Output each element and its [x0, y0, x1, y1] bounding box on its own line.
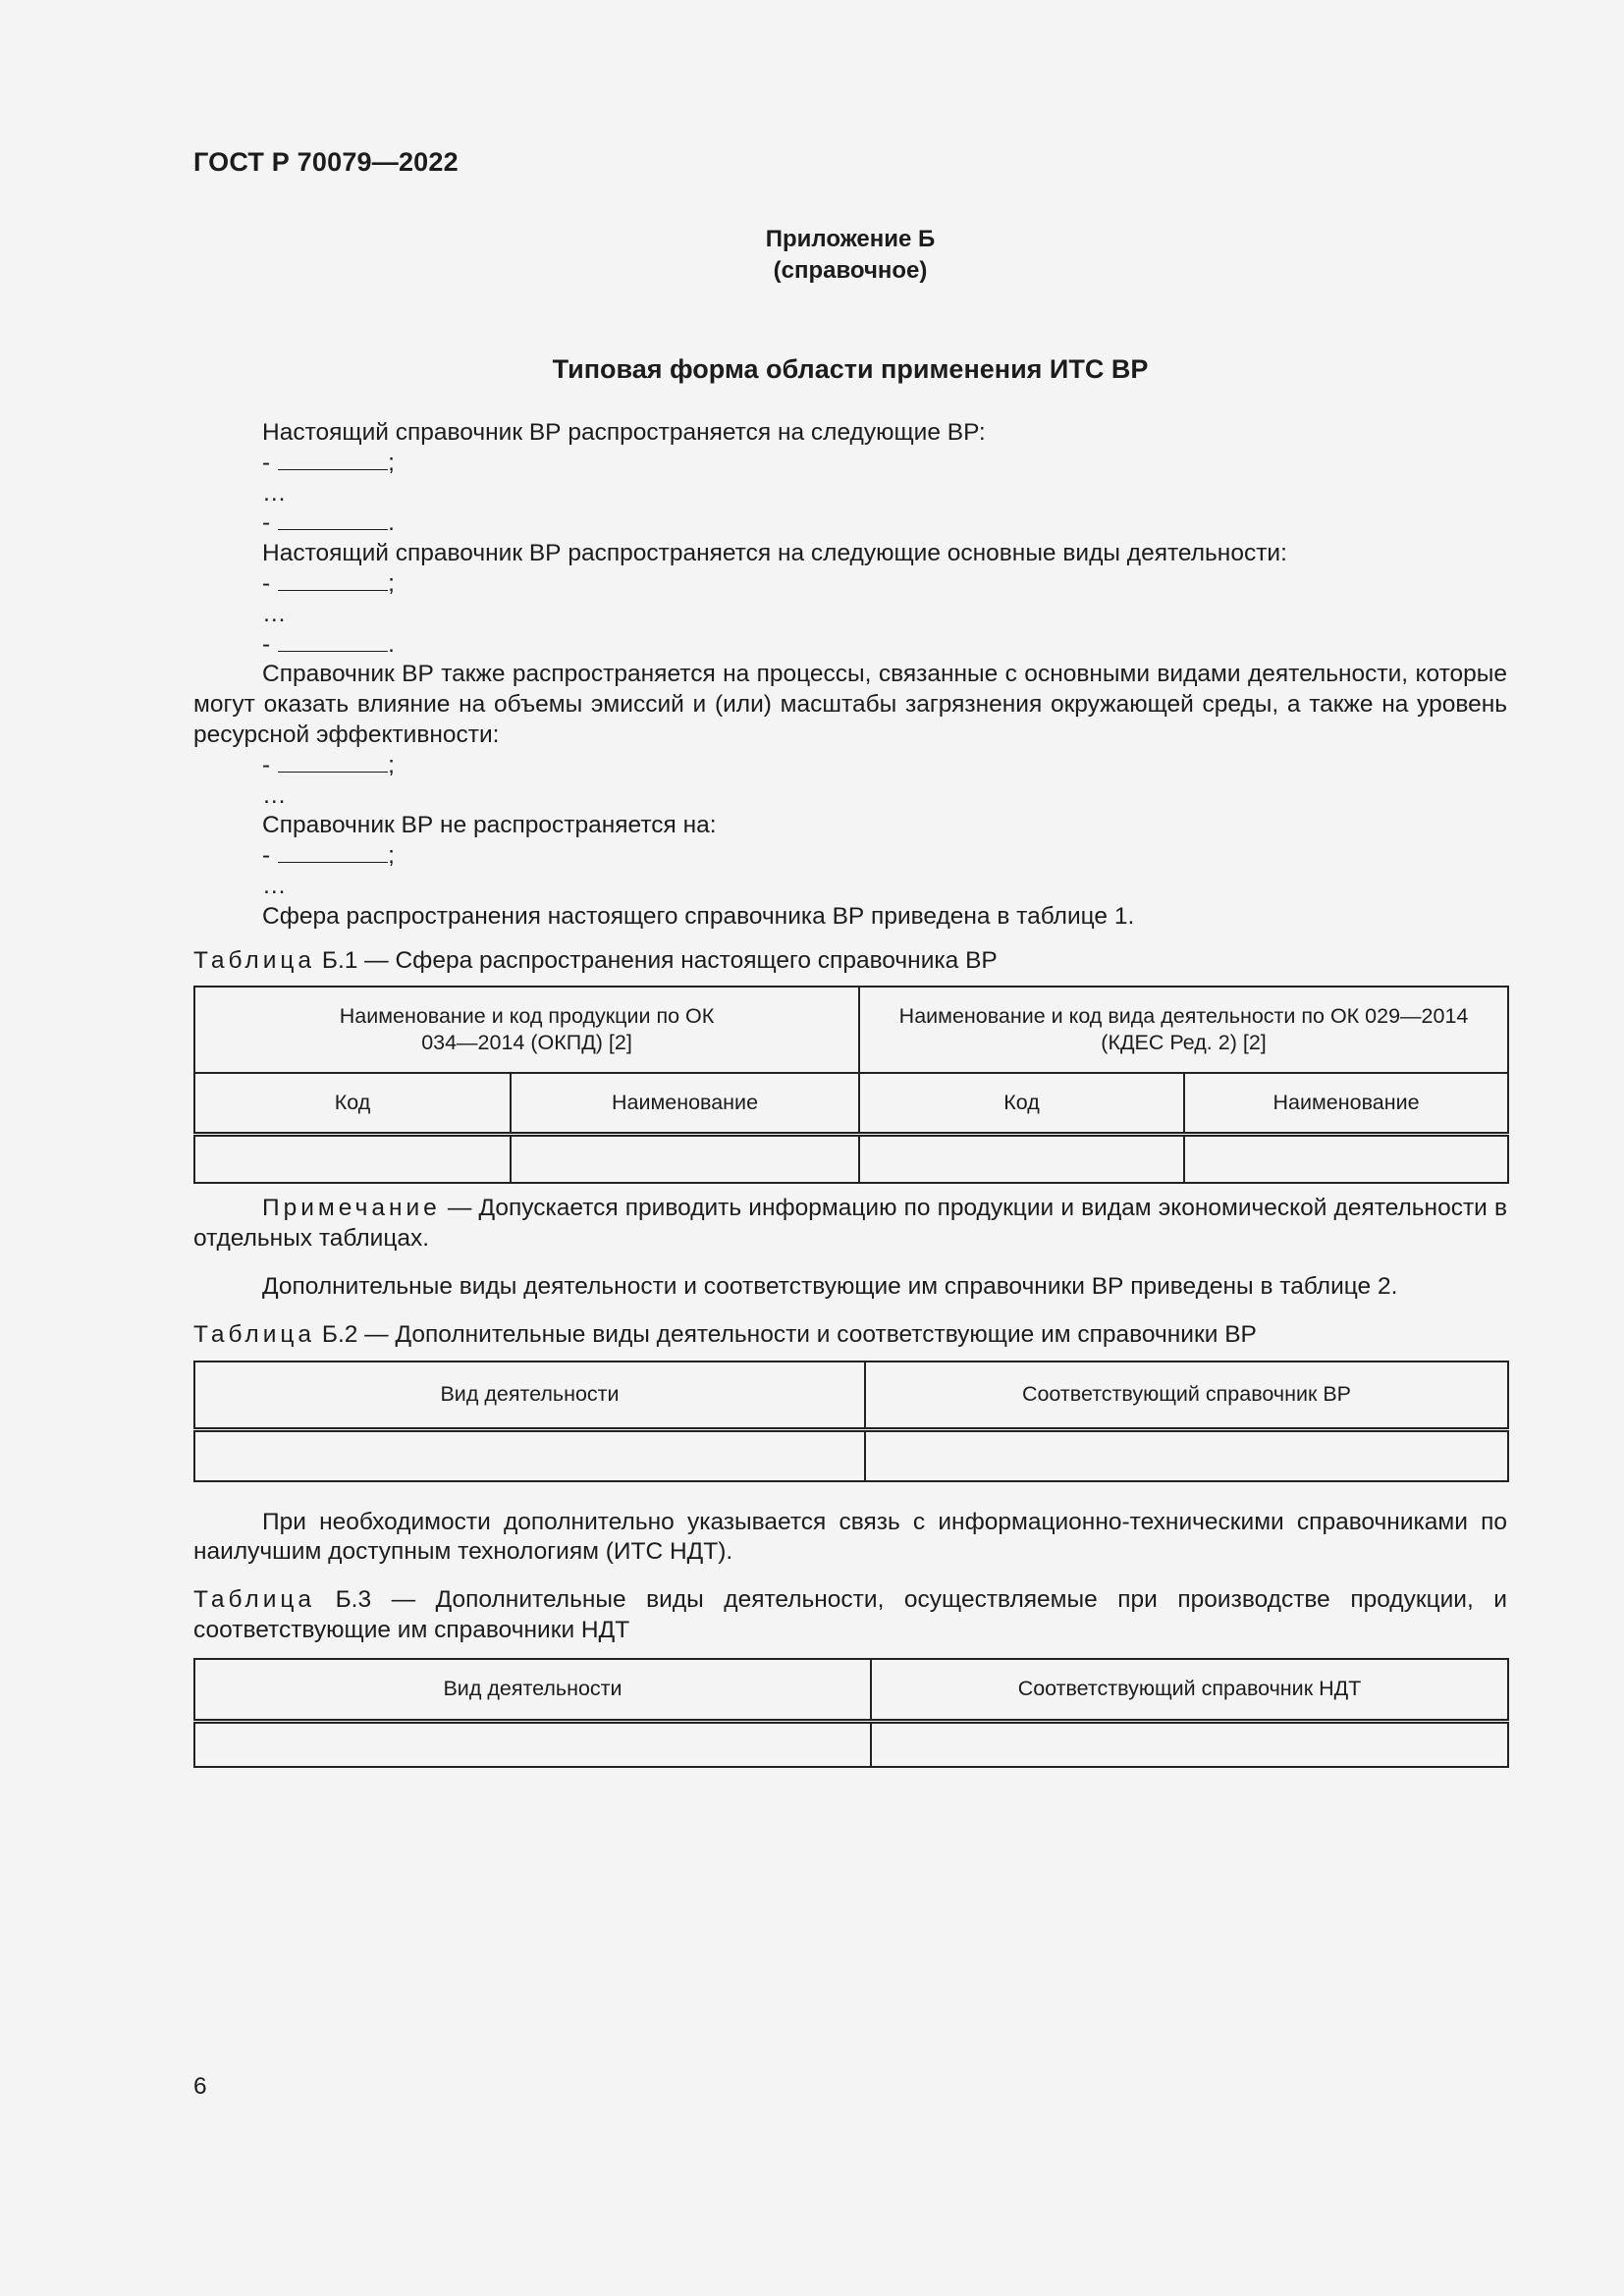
- blank-line: [278, 509, 388, 530]
- paragraph-exclusions: Справочник ВР не распространяется на:: [262, 812, 717, 839]
- table1-subheader-code: Код: [194, 1073, 511, 1134]
- list-ellipsis: …: [262, 781, 287, 809]
- table2-caption: Таблица Б.2 — Дополнительные виды деятельности и соответствующие им справочники ВР: [193, 1320, 1257, 1348]
- table-cell: [871, 1722, 1508, 1767]
- paragraph-table1-ref: Сфера распространения настоящего справочника ВР приведена в таблице 1.: [262, 902, 1135, 930]
- paragraph-scope-activities: Настоящий справочник ВР распространяется на следующие основные виды деятельности:: [262, 540, 1287, 567]
- table1-header-products: Наименование и код продукции по ОК 034—2014 (ОКПД) [2]: [194, 987, 859, 1073]
- table2-header-reference: Соответствующий справочник ВР: [865, 1362, 1508, 1430]
- list-item-blank: - .: [262, 630, 395, 658]
- paragraph-related-processes: Справочник ВР также распространяется на процессы, связанные с основными видами деятельности, которые могут оказать влияние на объемы эмиссий и (или) масштабы загрязнения окружающей среды, а также на уровень ресурсной эффективности:: [193, 661, 1507, 748]
- document-body: [193, 418, 1507, 1768]
- blank-line: [278, 570, 388, 591]
- table1-note: Примечание — Допускается приводить информацию по продукции и видам экономической деятельности в отдельных таблицах.: [193, 1195, 1507, 1253]
- page-number: 6: [193, 2073, 207, 2100]
- table2-header-activity: Вид деятельности: [194, 1362, 865, 1430]
- appendix-title: Приложение Б: [765, 226, 936, 252]
- table3-caption: Таблица Б.3 — Дополнительные виды деятельности, осуществляемые при производстве продукции, и соответствующие им справочники НДТ: [193, 1586, 1507, 1643]
- list-ellipsis: …: [262, 479, 287, 507]
- table-b3: [193, 1658, 1509, 1768]
- table-cell: [194, 1134, 511, 1183]
- table1-subheader-code: Код: [859, 1073, 1184, 1134]
- list-item-blank: - .: [262, 509, 395, 537]
- paragraph-table2-ref: Дополнительные виды деятельности и соответствующие им справочники ВР приведены в таблице 2.: [262, 1272, 1398, 1300]
- document-code: ГОСТ Р 70079—2022: [193, 147, 459, 177]
- list-item-blank: - ;: [262, 842, 395, 870]
- paragraph-scope-br: Настоящий справочник ВР распространяется на следующие ВР:: [262, 419, 986, 446]
- table-cell: [865, 1430, 1508, 1481]
- table1-header-activities: Наименование и код вида деятельности по ОК 029—2014 (КДЕС Ред. 2) [2]: [859, 987, 1508, 1073]
- table-cell: [194, 1430, 865, 1481]
- list-item-blank: - ;: [262, 751, 395, 778]
- paragraph-its-ndt: При необходимости дополнительно указывается связь с информационно-техническими справочниками по наилучшим доступным технологиям (ИТС НДТ).: [193, 1508, 1507, 1566]
- blank-line: [278, 631, 388, 652]
- table-b1: [193, 986, 1509, 1184]
- table1-caption: Таблица Б.1 — Сфера распространения настоящего справочника ВР: [193, 946, 998, 974]
- list-item-blank: - ;: [262, 449, 395, 476]
- table-b2: [193, 1361, 1509, 1482]
- table1-subheader-name: Наименование: [1184, 1073, 1508, 1134]
- section-title: Типовая форма области применения ИТС ВР: [552, 354, 1149, 384]
- table-cell: [194, 1722, 871, 1767]
- blank-line: [278, 842, 388, 863]
- list-item-blank: - ;: [262, 569, 395, 597]
- list-ellipsis: …: [262, 600, 287, 627]
- appendix-subtitle: (справочное): [773, 257, 928, 284]
- blank-line: [278, 752, 388, 773]
- table3-header-activity: Вид деятельности: [194, 1659, 871, 1722]
- table-cell: [1184, 1134, 1508, 1183]
- table-cell: [859, 1134, 1184, 1183]
- list-ellipsis: …: [262, 872, 287, 899]
- appendix-heading: [0, 224, 1624, 287]
- table-cell: [511, 1134, 859, 1183]
- table3-header-reference: Соответствующий справочник НДТ: [871, 1659, 1508, 1722]
- blank-line: [278, 450, 388, 470]
- table1-subheader-name: Наименование: [511, 1073, 859, 1134]
